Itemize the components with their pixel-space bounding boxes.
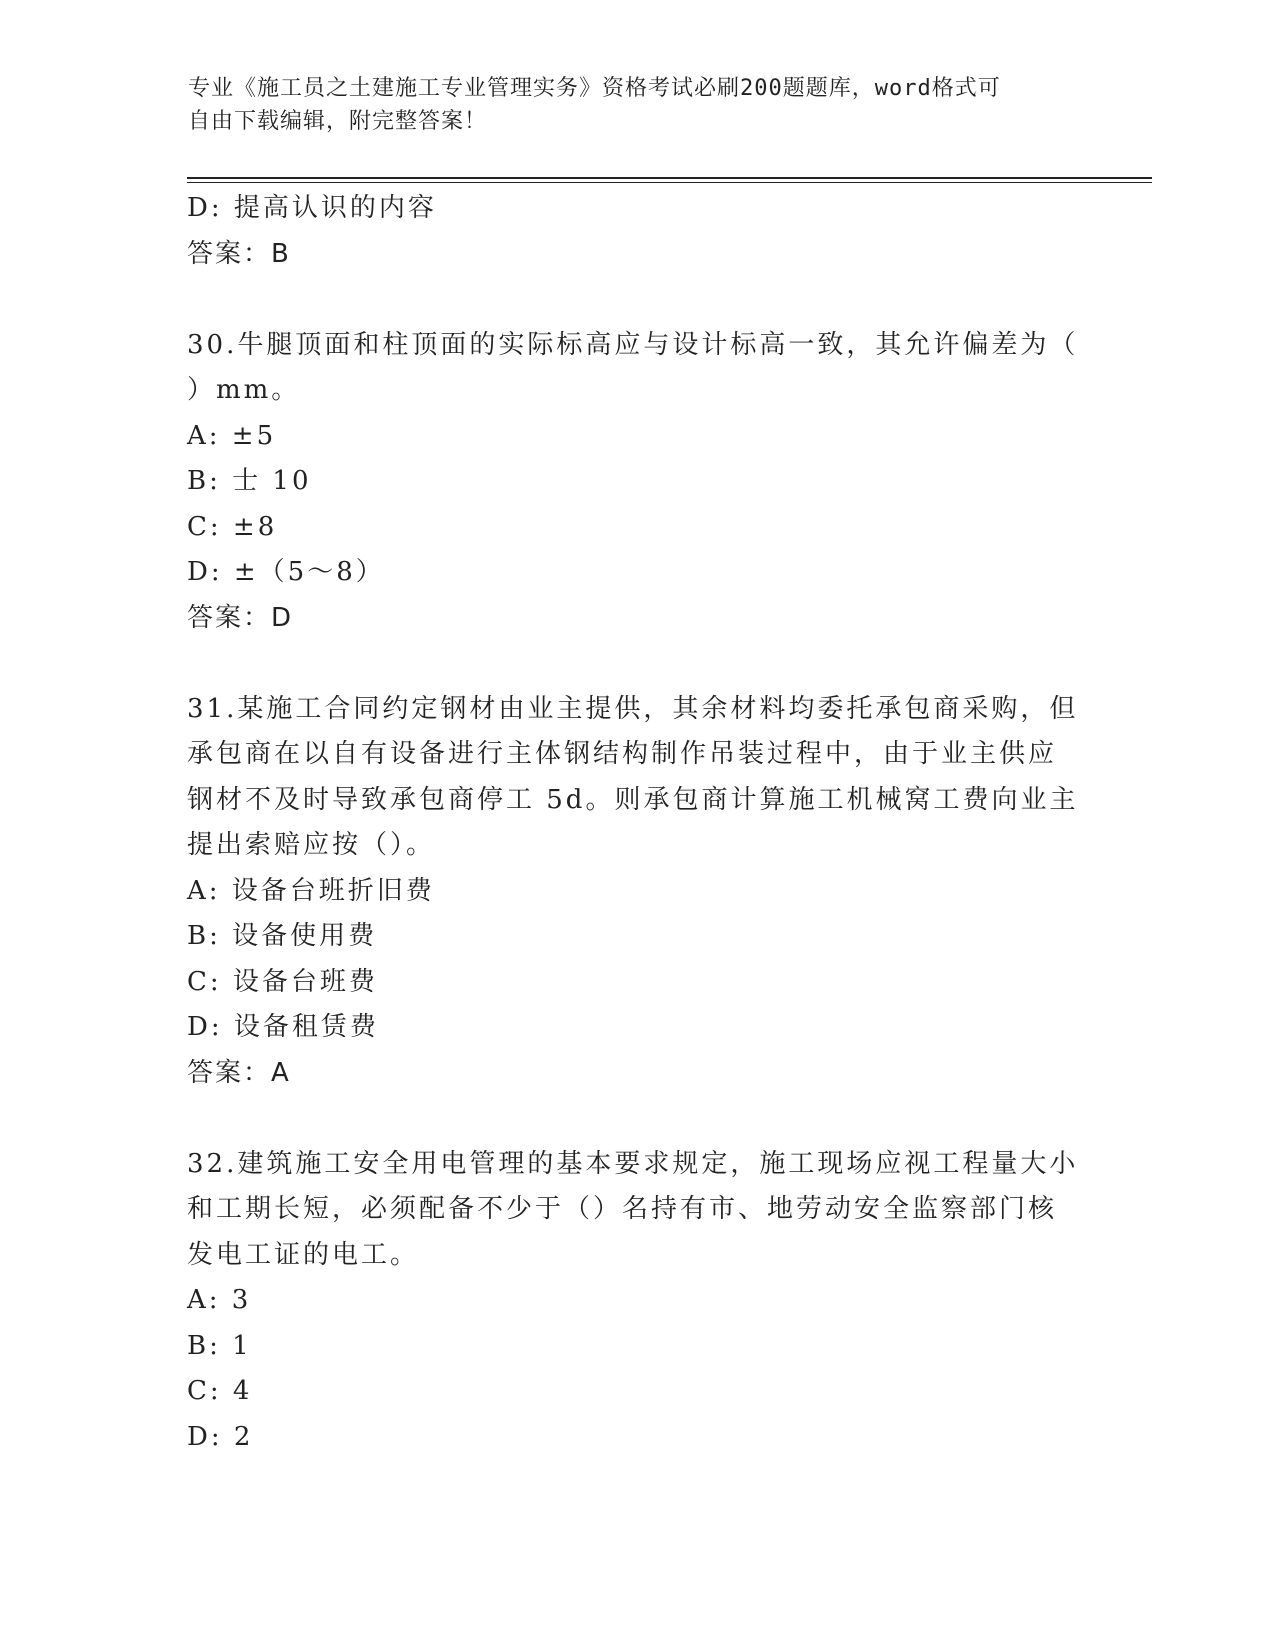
question-stem-line: 提出索赔应按（）。 (187, 830, 436, 860)
option-d: D: ±（5～8） (187, 557, 385, 587)
option-c: C: 4 (187, 1376, 253, 1406)
option-c: C: ±8 (187, 511, 278, 542)
answer: 答案：B (187, 238, 291, 269)
option-b: B: 士 10 (187, 466, 312, 496)
question-32 (187, 1142, 1077, 1461)
option-d: D: 提高认识的内容 (187, 193, 437, 223)
spacer (187, 1096, 1077, 1142)
option-a: A: ±5 (187, 420, 277, 451)
document-header (188, 72, 1068, 138)
header-divider-thick (187, 177, 1152, 179)
question-list (187, 186, 1077, 1460)
question-stem-line: 30.牛腿顶面和柱顶面的实际标高应与设计标高一致，其允许偏差为（ (187, 329, 1079, 360)
option-a: A: 设备台班折旧费 (187, 875, 435, 906)
option-a: A: 3 (187, 1285, 252, 1315)
option-d: D: 2 (187, 1421, 254, 1452)
option-c: C: 设备台班费 (187, 966, 378, 997)
header-title-line-2: 自由下载编辑，附完整答案！ (188, 109, 488, 134)
question-stem-line: 钢材不及时导致承包商停工 5d。则承包商计算施工机械窝工费向业主 (187, 784, 1079, 815)
question-stem-line: 31.某施工合同约定钢材由业主提供，其余材料均委托承包商采购，但 (187, 693, 1079, 724)
question-stem-line: 发电工证的电工。 (187, 1239, 420, 1270)
spacer (187, 641, 1077, 687)
question-30 (187, 323, 1077, 642)
answer: 答案：D (187, 602, 294, 633)
answer: 答案：A (187, 1057, 291, 1088)
header-divider-thin (187, 182, 1152, 183)
header-title-line-1: 专业《施工员之土建施工专业管理实务》资格考试必刷200题题库，word格式可 (188, 76, 1001, 101)
question-stem-line: ）mm。 (187, 375, 301, 405)
option-b: B: 设备使用费 (187, 921, 378, 951)
option-b: B: 1 (187, 1330, 252, 1361)
question-stem-line: 32.建筑施工安全用电管理的基本要求规定，施工现场应视工程量大小 (187, 1148, 1079, 1179)
question-stem-line: 和工期长短，必须配备不少于（）名持有市、地劳动安全监察部门核 (187, 1194, 1058, 1224)
question-stem-line: 承包商在以自有设备进行主体钢结构制作吊装过程中，由于业主供应 (187, 739, 1058, 769)
question-29-tail (187, 186, 1077, 277)
question-31 (187, 687, 1077, 1097)
spacer (187, 277, 1077, 323)
option-d: D: 设备租赁费 (187, 1012, 379, 1042)
